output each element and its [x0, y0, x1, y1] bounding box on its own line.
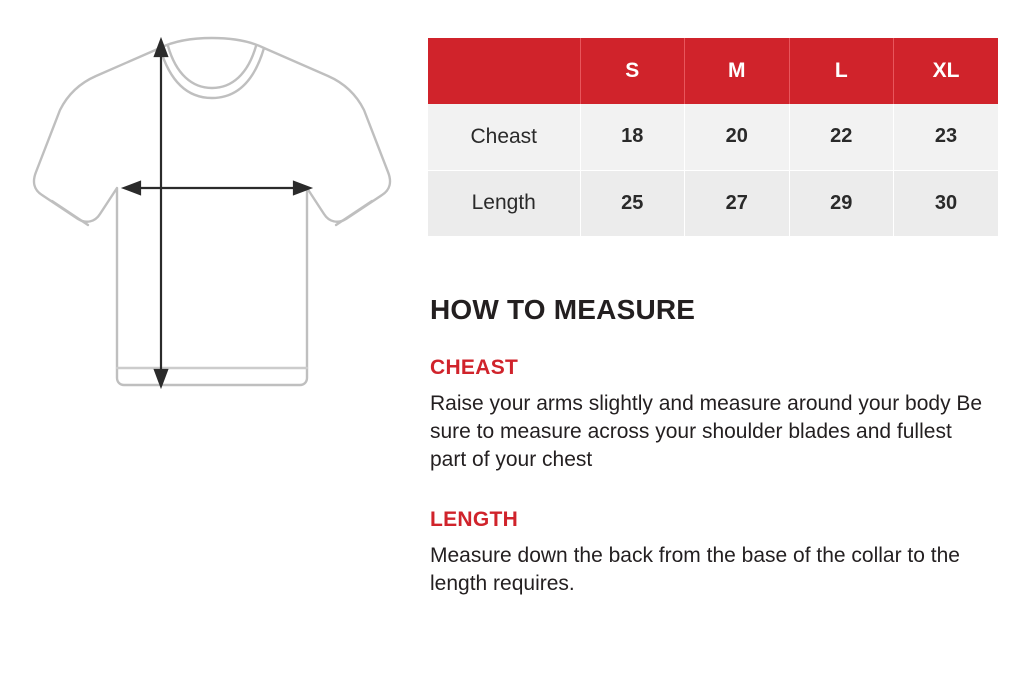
cheast-section-title: CHEAST [430, 356, 519, 379]
chest-arrow-horizontal [124, 182, 310, 194]
size-table-corner-cell [428, 38, 580, 104]
length-arrow-vertical [155, 40, 167, 386]
length-section-title: LENGTH [430, 507, 519, 531]
table-row [428, 170, 998, 236]
cheast-section [430, 356, 998, 474]
garment-illustration-panel [0, 0, 428, 686]
cell-cheast-s: 18 [580, 104, 685, 170]
cell-length-xl: 30 [894, 170, 999, 236]
table-row [428, 104, 998, 170]
how-to-measure-title: HOW TO MEASURE [430, 294, 696, 325]
cell-cheast-l: 22 [789, 104, 894, 170]
long-sleeve-sweatshirt-diagram [0, 0, 428, 686]
size-table [428, 38, 998, 236]
row-label-cheast: Cheast [428, 104, 580, 170]
size-table-head [428, 38, 998, 104]
row-label-length: Length [428, 170, 580, 236]
size-table-header-row [428, 38, 998, 104]
size-info-panel [428, 0, 1024, 686]
column-header-m: M [685, 38, 790, 104]
length-section [430, 508, 998, 598]
size-table-body [428, 104, 998, 236]
length-section-body: Measure down the back from the base of the collar to the length requires. [430, 543, 960, 595]
column-header-xl: XL [894, 38, 999, 104]
column-header-l: L [789, 38, 894, 104]
cell-length-s: 25 [580, 170, 685, 236]
cell-cheast-xl: 23 [894, 104, 999, 170]
cheast-section-body: Raise your arms slightly and measure around your body Be sure to measure across your shoulder blades and fullest part of your chest [430, 392, 983, 471]
cell-length-m: 27 [685, 170, 790, 236]
cell-length-l: 29 [789, 170, 894, 236]
column-header-s: S [580, 38, 685, 104]
cell-cheast-m: 20 [685, 104, 790, 170]
